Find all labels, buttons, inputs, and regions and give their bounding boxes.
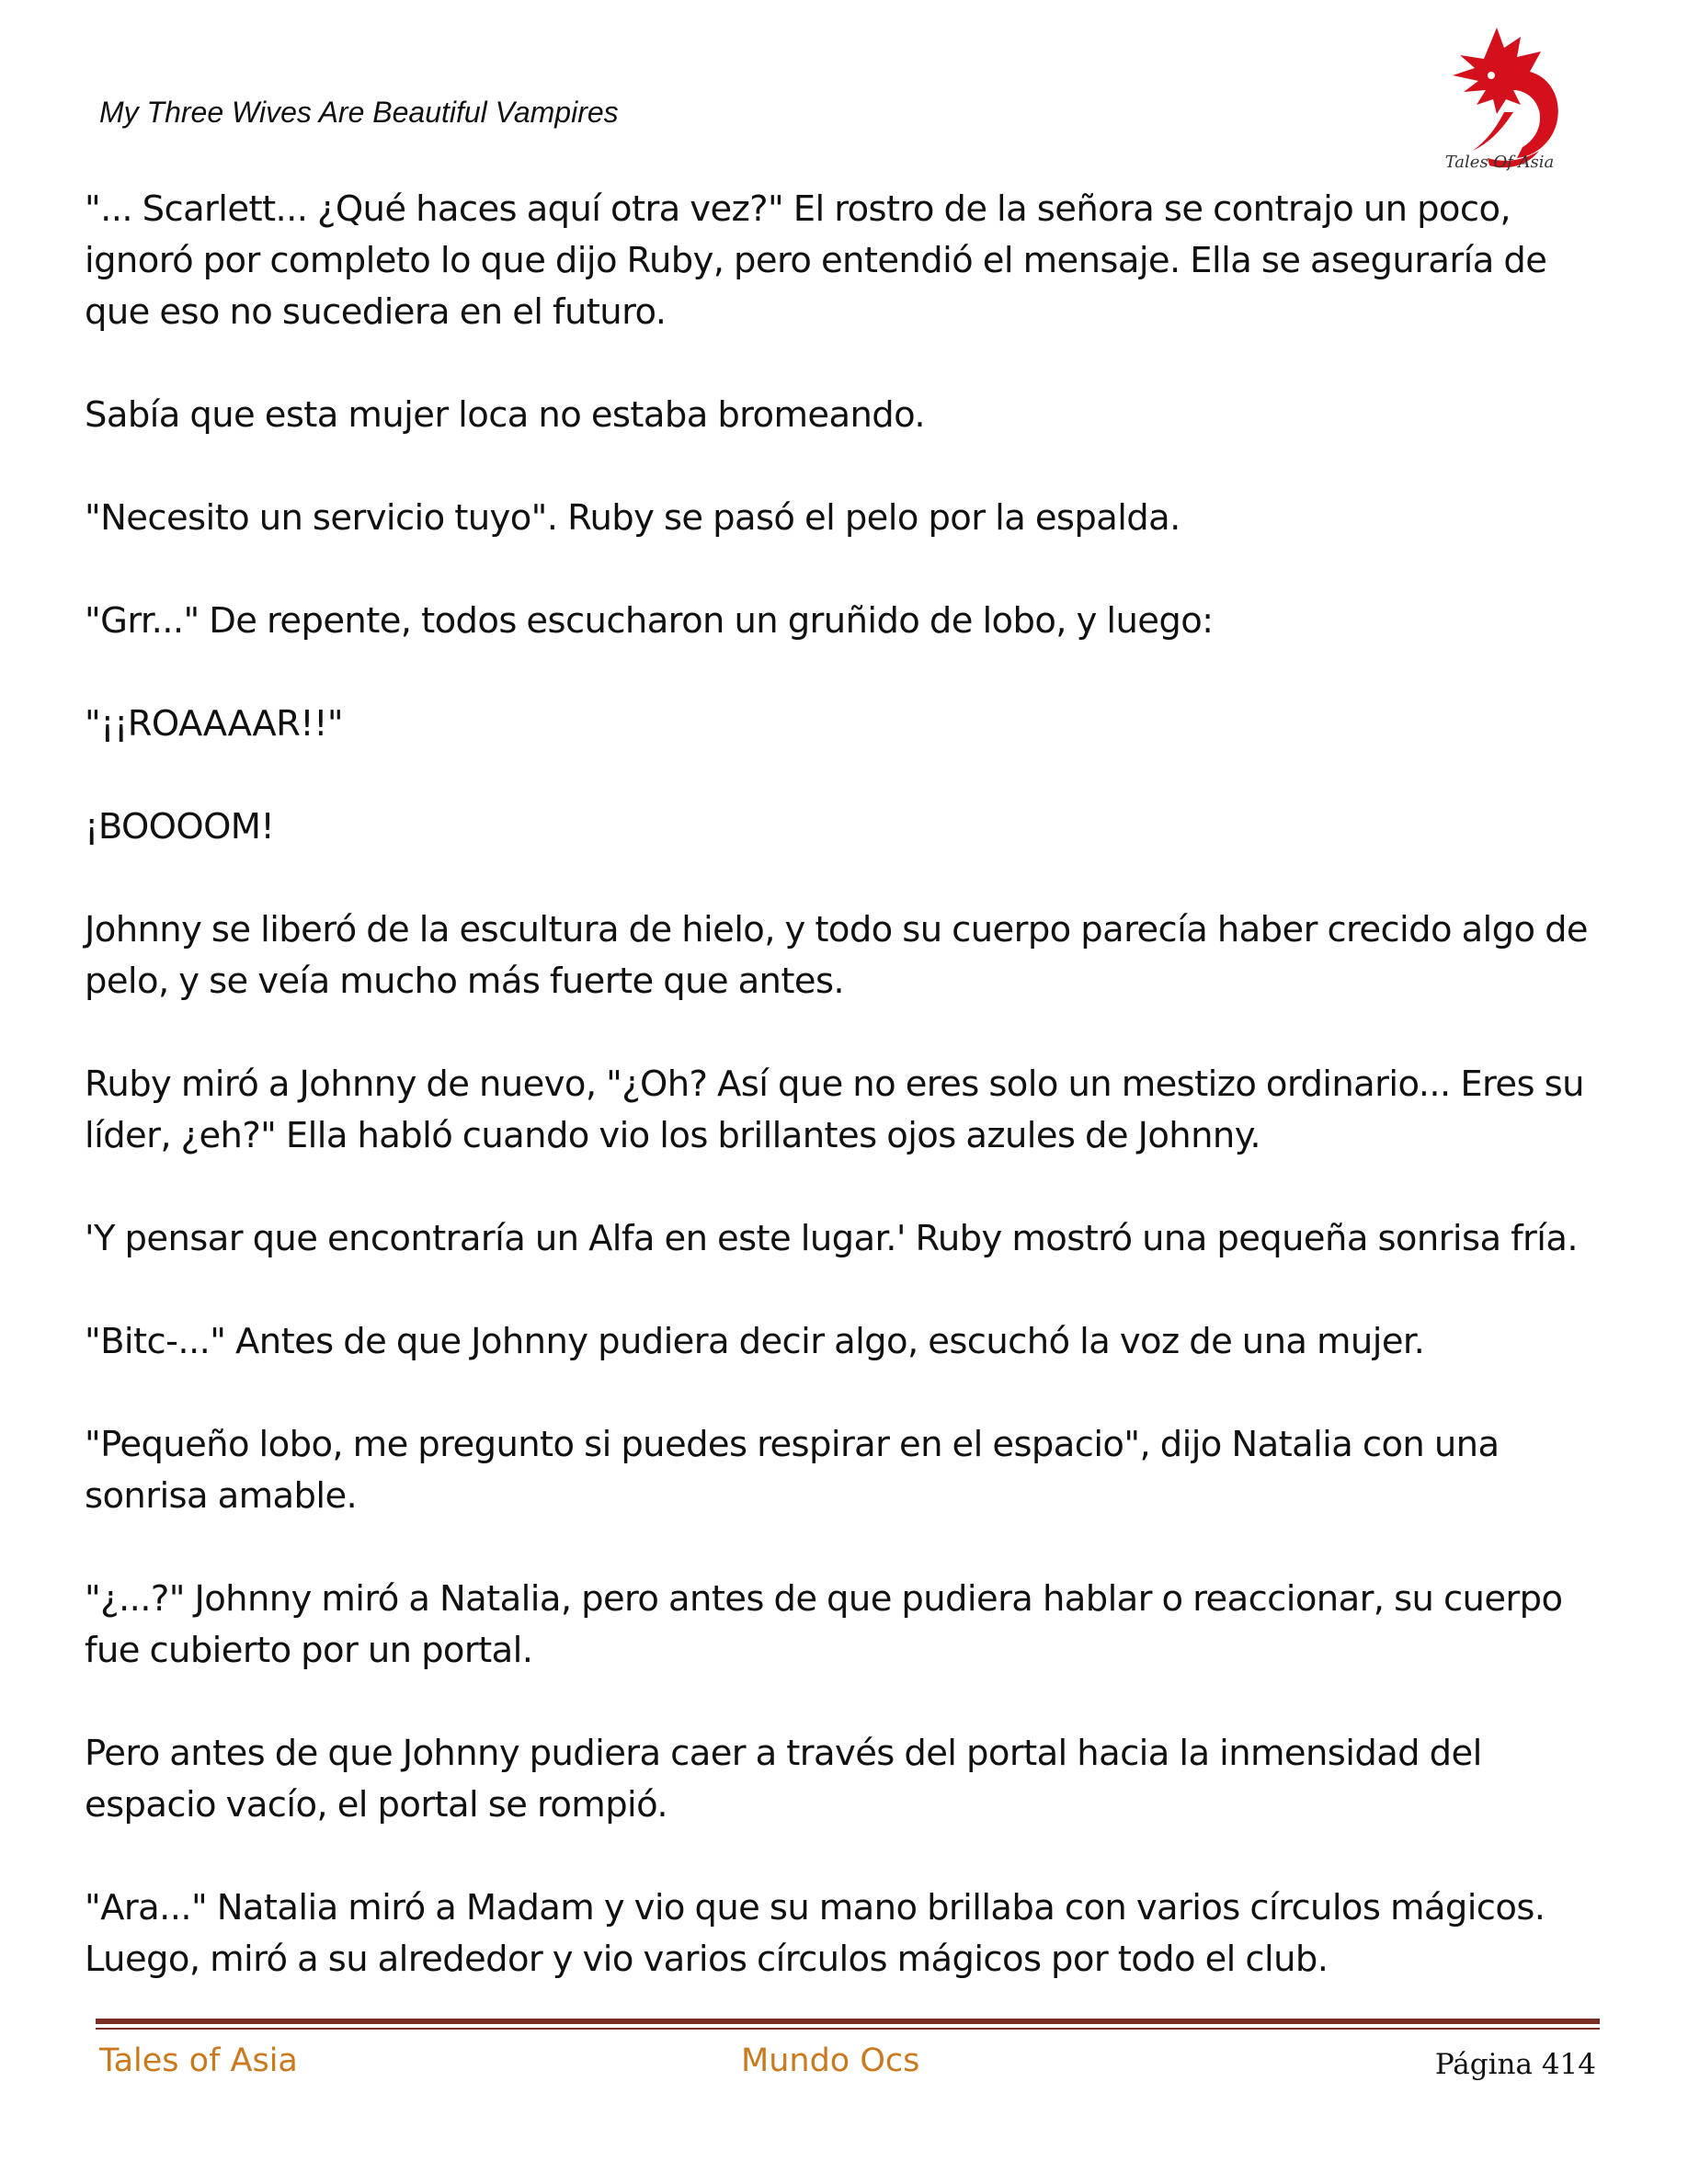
footer-divider-thin bbox=[96, 2028, 1600, 2030]
paragraph: "Necesito un servicio tuyo". Ruby se pasó el pelo por la espalda. bbox=[85, 497, 1180, 539]
paragraph: Ruby miró a Johnny de nuevo, "¿Oh? Así que no eres solo un mestizo ordinario... Eres su líder, ¿eh?" Ella habló cuando vio los brillantes ojos azules de Johnny. bbox=[85, 1064, 1584, 1156]
paragraph: Johnny se liberó de la escultura de hielo, y todo su cuerpo parecía haber crecido algo de pelo, y se veía mucho más fuerte que antes. bbox=[85, 909, 1589, 1002]
paragraph: "... Scarlett... ¿Qué haces aquí otra vez?" El rostro de la señora se contrajo un poco, ignoró por completo lo que dijo Ruby, pero entendió el mensaje. Ella se aseguraría de que eso no sucediera en el futuro. bbox=[85, 188, 1547, 333]
paragraph: "Grr..." De repente, todos escucharon un gruñido de lobo, y luego: bbox=[85, 600, 1214, 642]
page-number: Página 414 bbox=[1434, 2048, 1596, 2081]
paragraph: "Bitc-..." Antes de que Johnny pudiera decir algo, escuchó la voz de una mujer. bbox=[85, 1321, 1425, 1362]
paragraph: "Ara..." Natalia miró a Madam y vio que su mano brillaba con varios círculos mágicos. Luego, miró a su alrededor y vio varios círculos mágicos por todo el club. bbox=[85, 1887, 1545, 1980]
footer-site: Mundo Ocs bbox=[741, 2042, 920, 2079]
paragraph: ¡BOOOOM! bbox=[85, 806, 275, 847]
paragraph: "¿...?" Johnny miró a Natalia, pero antes de que pudiera hablar o reaccionar, su cuerpo fue cubierto por un portal. bbox=[85, 1578, 1563, 1671]
paragraph: Sabía que esta mujer loca no estaba bromeando. bbox=[85, 394, 926, 436]
logo-wordmark: Tales Of Asia bbox=[1444, 153, 1555, 172]
footer-publisher: Tales of Asia bbox=[99, 2042, 298, 2079]
paragraph: 'Y pensar que encontraría un Alfa en este lugar.' Ruby mostró una pequeña sonrisa fría. bbox=[85, 1218, 1578, 1259]
paragraph: "¡¡ROAAAAR!!" bbox=[85, 703, 344, 745]
chapter-body bbox=[85, 184, 1611, 2037]
paragraph: "Pequeño lobo, me pregunto si puedes respirar en el espacio", dijo Natalia con una sonrisa amable. bbox=[85, 1424, 1500, 1517]
footer-divider bbox=[96, 2019, 1600, 2024]
paragraph: Pero antes de que Johnny pudiera caer a través del portal hacia la inmensidad del espacio vacío, el portal se rompió. bbox=[85, 1733, 1482, 1826]
book-title: My Three Wives Are Beautiful Vampires bbox=[99, 96, 619, 129]
